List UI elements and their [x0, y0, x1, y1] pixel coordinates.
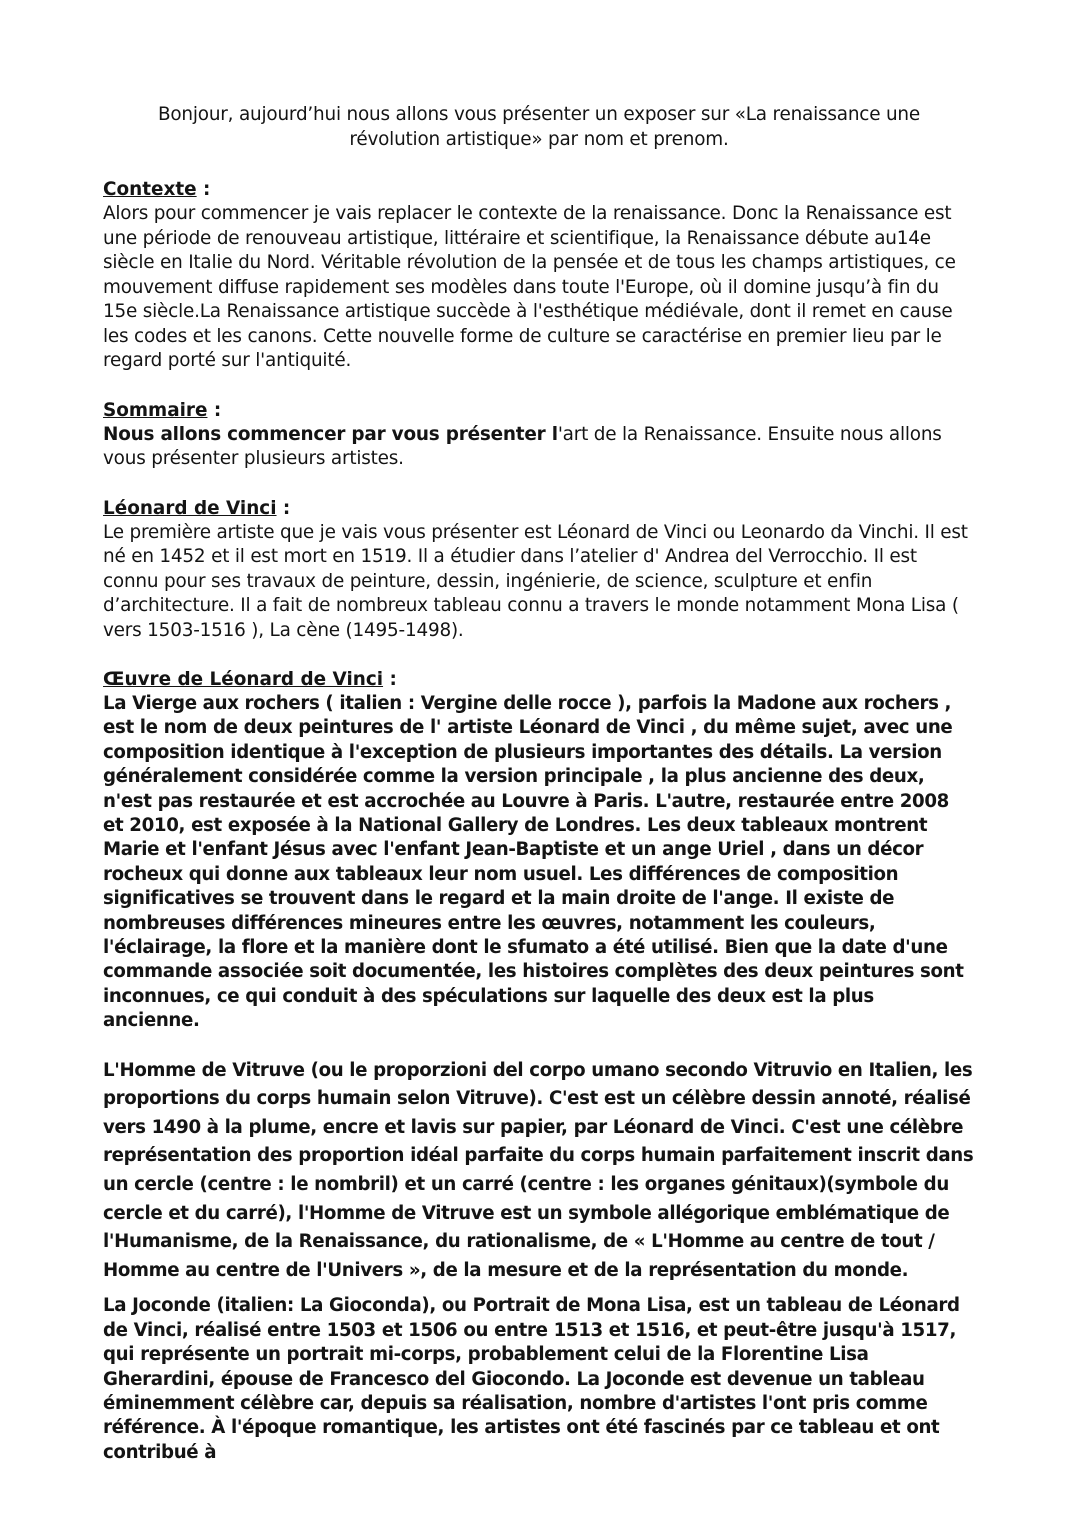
section-leonard [103, 496, 975, 644]
section-body-leonard: Le première artiste que je vais vous présenter est Léonard de Vinci ou Leonardo da Vinchi. Il est né en 1452 et il est mort en 1519. Il a étudier dans l’atelier d' Andrea del Verrocchio. Il est connu pour ses travaux de peinture, dessin, ingénierie, de science, sculpture et enfin d’architecture. Il a fait de nombreux tableau connu a travers le monde notamment Mona Lisa ( vers 1503-1516 ), La cène (1495-1498). [103, 521, 968, 641]
heading-text: Œuvre de Léonard de Vinci [103, 669, 384, 690]
document-page [103, 102, 975, 1489]
section-heading-oeuvre [103, 667, 975, 692]
section-heading-sommaire [103, 398, 975, 423]
heading-colon: : [383, 669, 397, 690]
paragraph-vierge-aux-rochers: La Vierge aux rochers ( italien : Vergine delle rocce ), parfois la Madone aux rochers , est le nom de deux peintures de l' artiste Léonard de Vinci , du même sujet, avec une composition identique à l'exception de plusieurs importantes des détails. La version généralement considérée comme la version principale , la plus ancienne des deux, n'est pas restaurée et est accrochée au Louvre à Paris. L'autre, restaurée entre 2008 et 2010, est exposée à la National Gallery de Londres. Les deux tableaux montrent Marie et l'enfant Jésus avec l'enfant Jean-Baptiste et un ange Uriel , dans un décor rocheux qui donne aux tableaux leur nom usuel. Les différences de composition significatives se trouvent dans le regard et la main droite de l'ange. Il existe de nombreuses différences mineures entre les œuvres, notamment les couleurs, l'éclairage, la flore et la manière dont le sfumato a été utilisé. Bien que la date d'une commande associée soit documentée, les histoires complètes des deux peintures sont inconnues, ce qui conduit à des spéculations sur laquelle des deux est la plus ancienne. [103, 693, 964, 1032]
paragraph-homme-de-vitruve: L'Homme de Vitruve (ou le proporzioni del corpo umano secondo Vitruvio en Italien, les proportions du corps humain selon Vitruve). C'est est un célèbre dessin annoté, réalisé vers 1490 à la plume, encre et lavis sur papier, par Léonard de Vinci. C'est une célèbre représentation des proportion idéal parfaite du corps humain parfaitement inscrit dans un cercle (centre : le nombril) et un carré (centre : les organes génitaux)(symbole du cercle et du carré), l'Homme de Vitruve est un symbole allégorique emblématique de l'Humanisme, de la Renaissance, du rationalisme, de « L'Homme au centre de tout / Homme au centre de l'Univers », de la mesure et de la représentation du monde. [103, 1059, 974, 1281]
heading-colon: : [196, 179, 211, 200]
heading-colon: : [276, 497, 291, 519]
section-body-sommaire [103, 423, 975, 472]
section-heading-leonard [103, 496, 975, 521]
heading-colon: : [207, 399, 222, 421]
heading-text: Léonard de Vinci [103, 497, 277, 519]
paragraph-la-joconde: La Joconde (italien: La Gioconda), ou Portrait de Mona Lisa, est un tableau de Léonard de Vinci, réalisé entre 1503 et 1506 ou entre 1513 et 1516, et peut-être jusqu'à 1517, qui représente un portrait mi-corps, probablement celui de la Florentine Lisa Gherardini, épouse de Francesco del Giocondo. La Joconde est devenue un tableau éminemment célèbre car, depuis sa réalisation, nombre d'artistes l'ont pris comme référence. À l'époque romantique, les artistes ont été fascinés par ce tableau et ont contribué à [103, 1295, 960, 1463]
section-sommaire [103, 398, 975, 472]
intro-paragraph: Bonjour, aujourd’hui nous allons vous présenter un exposer sur «La renaissance une révolution artistique» par nom et prenom. [157, 104, 921, 150]
sommaire-bold-text: Nous allons commencer par vous présenter l [103, 423, 558, 445]
section-contexte [103, 177, 975, 374]
section-heading-contexte [103, 177, 975, 202]
sommaire-rest-text: 'art de la Renaissance. Ensuite nous allons vous présenter plusieurs artistes. [103, 423, 942, 469]
section-body-contexte: Alors pour commencer je vais replacer le contexte de la renaissance. Donc la Renaissance est une période de renouveau artistique, littéraire et scientifique, la Renaissance débute au14e siècle en Italie du Nord. Véritable révolution de la pensée et de tous les champs artistiques, ce mouvement diffuse rapidement ses modèles dans toute l'Europe, où il domine jusqu’à fin du 15e siècle.La Renaissance artistique succède à l'esthétique médiévale, dont il remet en cause les codes et les canons. Cette nouvelle forme de culture se caractérise en premier lieu par le regard porté sur l'antiquité. [103, 203, 956, 371]
heading-text: Contexte [103, 179, 197, 200]
heading-text: Sommaire [103, 399, 208, 421]
section-oeuvre [103, 667, 975, 1465]
